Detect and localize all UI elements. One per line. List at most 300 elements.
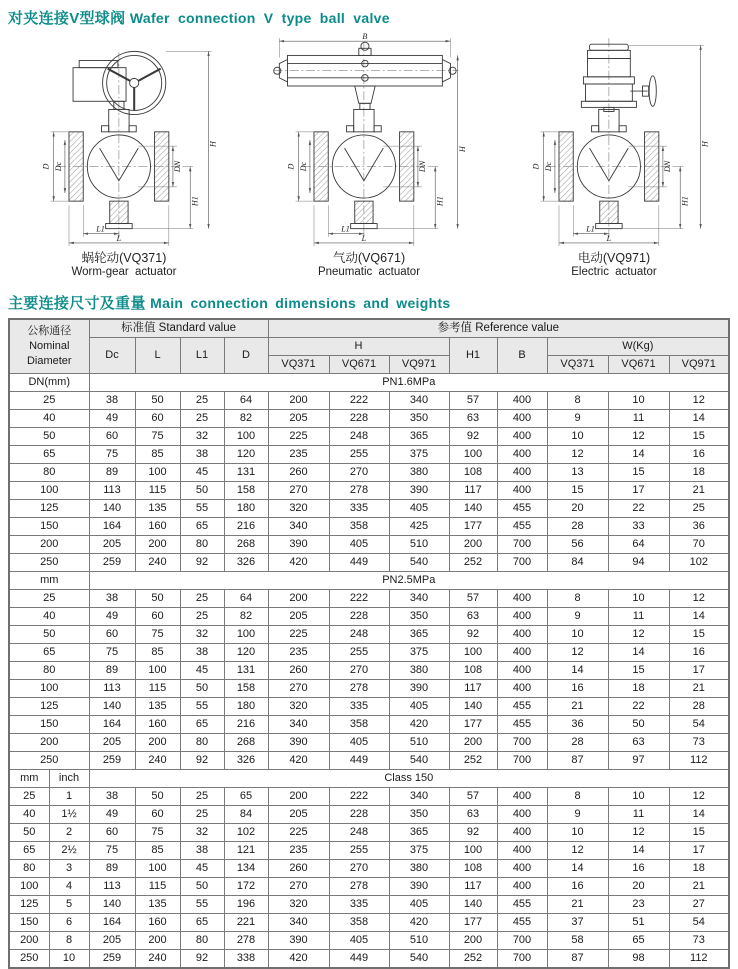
value-cell: 120 — [224, 446, 268, 464]
value-cell: 14 — [669, 806, 729, 824]
value-cell: 320 — [268, 698, 329, 716]
table-row — [9, 608, 729, 626]
value-cell: 255 — [329, 446, 389, 464]
header-nominal-en2: Diameter — [26, 354, 72, 367]
value-cell: 49 — [89, 608, 135, 626]
value-cell: 25 — [180, 608, 224, 626]
value-cell: 140 — [449, 896, 497, 914]
drawing-caption-zh: 气动(VQ671) — [332, 251, 406, 265]
value-cell: 164 — [89, 716, 135, 734]
value-cell: 365 — [389, 824, 449, 842]
value-cell: 205 — [268, 608, 329, 626]
value-cell: 80 — [180, 734, 224, 752]
value-cell: 55 — [180, 500, 224, 518]
value-cell: 16 — [669, 446, 729, 464]
value-cell: 117 — [449, 878, 497, 896]
drawing-pneumatic-actuator — [253, 32, 485, 278]
value-cell: 2½ — [49, 842, 89, 860]
nominal-diameter-cell: 25 — [9, 788, 49, 806]
value-cell: 340 — [268, 716, 329, 734]
value-cell: 120 — [224, 644, 268, 662]
value-cell: 117 — [449, 680, 497, 698]
drawing-caption-zh: 电动(VQ971) — [577, 251, 651, 265]
drawing-caption-zh: 蜗轮动(VQ371) — [81, 251, 167, 265]
value-cell: 89 — [89, 662, 135, 680]
value-cell: 45 — [180, 662, 224, 680]
value-cell: 92 — [180, 950, 224, 969]
value-cell: 100 — [224, 428, 268, 446]
value-cell: 405 — [329, 536, 389, 554]
value-cell: 268 — [224, 734, 268, 752]
value-cell: 11 — [608, 608, 669, 626]
value-cell: 420 — [389, 716, 449, 734]
value-cell: 405 — [329, 734, 389, 752]
table-row — [9, 932, 729, 950]
value-cell: 75 — [89, 446, 135, 464]
header-standard-value: 标准值 Standard value — [89, 319, 268, 338]
value-cell: 135 — [135, 896, 180, 914]
value-cell: 700 — [497, 554, 547, 572]
value-cell: 18 — [669, 860, 729, 878]
value-cell: 449 — [329, 752, 389, 770]
value-cell: 14 — [608, 446, 669, 464]
header-col-h1: H1 — [449, 338, 497, 374]
value-cell: 390 — [268, 734, 329, 752]
page-title-zh: 对夹连接V型球阀 — [8, 10, 126, 27]
value-cell: 225 — [268, 626, 329, 644]
value-cell: 28 — [669, 698, 729, 716]
value-cell: 73 — [669, 932, 729, 950]
value-cell: 8 — [49, 932, 89, 950]
value-cell: 57 — [449, 590, 497, 608]
value-cell: 177 — [449, 518, 497, 536]
value-cell: 50 — [135, 392, 180, 410]
nominal-diameter-cell: 250 — [9, 752, 89, 770]
value-cell: 10 — [608, 392, 669, 410]
value-cell: 38 — [89, 590, 135, 608]
value-cell: 100 — [135, 662, 180, 680]
table-row — [9, 914, 729, 932]
value-cell: 140 — [449, 698, 497, 716]
drawing-caption-en: Pneumatic actuator — [317, 266, 421, 278]
value-cell: 17 — [669, 842, 729, 860]
value-cell: 380 — [389, 662, 449, 680]
value-cell: 113 — [89, 878, 135, 896]
value-cell: 9 — [547, 410, 608, 428]
value-cell: 400 — [497, 842, 547, 860]
value-cell: 75 — [89, 644, 135, 662]
value-cell: 38 — [89, 788, 135, 806]
nominal-diameter-cell: 125 — [9, 698, 89, 716]
value-cell: 12 — [547, 644, 608, 662]
value-cell: 54 — [669, 914, 729, 932]
value-cell: 200 — [268, 590, 329, 608]
value-cell: 10 — [547, 824, 608, 842]
value-cell: 75 — [135, 428, 180, 446]
value-cell: 108 — [449, 464, 497, 482]
value-cell: 180 — [224, 500, 268, 518]
value-cell: 390 — [389, 680, 449, 698]
value-cell: 25 — [180, 590, 224, 608]
nominal-diameter-cell: 200 — [9, 734, 89, 752]
value-cell: 60 — [135, 410, 180, 428]
dim-label-l: L — [361, 233, 367, 243]
value-cell: 54 — [669, 716, 729, 734]
value-cell: 335 — [329, 896, 389, 914]
value-cell: 50 — [135, 590, 180, 608]
nominal-diameter-cell: 150 — [9, 716, 89, 734]
value-cell: 228 — [329, 806, 389, 824]
value-cell: 84 — [547, 554, 608, 572]
value-cell: 540 — [389, 752, 449, 770]
dim-label-h1: H1 — [435, 196, 445, 207]
value-cell: 16 — [669, 644, 729, 662]
value-cell: 21 — [669, 482, 729, 500]
page-title — [8, 7, 730, 28]
value-cell: 117 — [449, 482, 497, 500]
table-row — [9, 842, 729, 860]
value-cell: 420 — [389, 914, 449, 932]
section-unit: mm — [9, 572, 89, 590]
value-cell: 225 — [268, 428, 329, 446]
nominal-diameter-cell: 200 — [9, 932, 49, 950]
value-cell: 14 — [608, 842, 669, 860]
drawing-electric-actuator — [498, 32, 730, 278]
value-cell: 400 — [497, 878, 547, 896]
value-cell: 60 — [89, 626, 135, 644]
value-cell: 375 — [389, 644, 449, 662]
value-cell: 38 — [180, 842, 224, 860]
table-section-title-zh: 主要连接尺寸及重量 — [8, 295, 146, 312]
value-cell: 11 — [608, 806, 669, 824]
value-cell: 405 — [389, 698, 449, 716]
value-cell: 9 — [547, 608, 608, 626]
value-cell: 87 — [547, 752, 608, 770]
value-cell: 225 — [268, 824, 329, 842]
table-row — [9, 896, 729, 914]
drawing-caption-en: Electric actuator — [571, 266, 657, 278]
value-cell: 235 — [268, 842, 329, 860]
value-cell: 15 — [669, 428, 729, 446]
value-cell: 400 — [497, 464, 547, 482]
nominal-diameter-cell: 125 — [9, 896, 49, 914]
value-cell: 235 — [268, 446, 329, 464]
value-cell: 32 — [180, 428, 224, 446]
dimensions-table-body — [9, 374, 729, 969]
value-cell: 160 — [135, 518, 180, 536]
table-row — [9, 752, 729, 770]
header-nominal-diameter — [9, 319, 89, 374]
value-cell: 49 — [89, 410, 135, 428]
value-cell: 100 — [135, 860, 180, 878]
value-cell: 65 — [608, 932, 669, 950]
value-cell: 158 — [224, 482, 268, 500]
value-cell: 400 — [497, 446, 547, 464]
value-cell: 75 — [135, 626, 180, 644]
value-cell: 16 — [547, 680, 608, 698]
value-cell: 92 — [180, 554, 224, 572]
value-cell: 200 — [268, 392, 329, 410]
value-cell: 15 — [547, 482, 608, 500]
header-reference-value: 参考值 Reference value — [268, 319, 729, 338]
table-row — [9, 680, 729, 698]
nominal-diameter-cell: 100 — [9, 878, 49, 896]
value-cell: 10 — [608, 788, 669, 806]
table-row — [9, 824, 729, 842]
value-cell: 14 — [669, 410, 729, 428]
value-cell: 82 — [224, 608, 268, 626]
table-row — [9, 410, 729, 428]
header-nominal-en1: Nominal — [29, 340, 70, 353]
value-cell: 102 — [224, 824, 268, 842]
value-cell: 20 — [608, 878, 669, 896]
value-cell: 100 — [135, 464, 180, 482]
table-row — [9, 446, 729, 464]
value-cell: 375 — [389, 446, 449, 464]
value-cell: 12 — [669, 590, 729, 608]
value-cell: 200 — [135, 536, 180, 554]
value-cell: 420 — [268, 950, 329, 969]
nominal-diameter-cell: 25 — [9, 392, 89, 410]
value-cell: 16 — [608, 860, 669, 878]
value-cell: 113 — [89, 482, 135, 500]
value-cell: 5 — [49, 896, 89, 914]
value-cell: 390 — [389, 482, 449, 500]
value-cell: 2 — [49, 824, 89, 842]
value-cell: 400 — [497, 860, 547, 878]
nominal-diameter-cell: 65 — [9, 644, 89, 662]
value-cell: 268 — [224, 536, 268, 554]
value-cell: 380 — [389, 464, 449, 482]
value-cell: 455 — [497, 500, 547, 518]
nominal-diameter-cell: 80 — [9, 860, 49, 878]
value-cell: 222 — [329, 788, 389, 806]
value-cell: 15 — [608, 464, 669, 482]
value-cell: 200 — [449, 734, 497, 752]
value-cell: 63 — [449, 410, 497, 428]
value-cell: 25 — [669, 500, 729, 518]
value-cell: 255 — [329, 644, 389, 662]
value-cell: 15 — [608, 662, 669, 680]
value-cell: 65 — [224, 788, 268, 806]
drawing-caption-en: Worm-gear actuator — [71, 266, 177, 278]
value-cell: 326 — [224, 554, 268, 572]
pneumatic-valve-diagram — [253, 32, 485, 248]
value-cell: 335 — [329, 500, 389, 518]
value-cell: 390 — [389, 878, 449, 896]
value-cell: 36 — [547, 716, 608, 734]
section-header-row — [9, 572, 729, 590]
value-cell: 455 — [497, 518, 547, 536]
value-cell: 12 — [547, 446, 608, 464]
value-cell: 25 — [180, 392, 224, 410]
value-cell: 216 — [224, 716, 268, 734]
table-row — [9, 860, 729, 878]
value-cell: 400 — [497, 590, 547, 608]
value-cell: 10 — [608, 590, 669, 608]
nominal-diameter-cell: 100 — [9, 482, 89, 500]
value-cell: 200 — [449, 932, 497, 950]
value-cell: 38 — [180, 446, 224, 464]
value-cell: 108 — [449, 662, 497, 680]
value-cell: 112 — [669, 950, 729, 969]
value-cell: 45 — [180, 860, 224, 878]
value-cell: 60 — [135, 608, 180, 626]
value-cell: 13 — [547, 464, 608, 482]
value-cell: 65 — [180, 716, 224, 734]
value-cell: 455 — [497, 914, 547, 932]
table-row — [9, 536, 729, 554]
table-row — [9, 806, 729, 824]
value-cell: 85 — [135, 446, 180, 464]
value-cell: 350 — [389, 410, 449, 428]
value-cell: 196 — [224, 896, 268, 914]
value-cell: 65 — [180, 518, 224, 536]
nominal-diameter-cell: 200 — [9, 536, 89, 554]
value-cell: 121 — [224, 842, 268, 860]
value-cell: 64 — [224, 392, 268, 410]
value-cell: 700 — [497, 734, 547, 752]
value-cell: 252 — [449, 554, 497, 572]
dim-label-dn: DN — [418, 160, 428, 173]
value-cell: 14 — [669, 608, 729, 626]
value-cell: 56 — [547, 536, 608, 554]
dim-label-l: L — [116, 233, 122, 243]
value-cell: 15 — [669, 626, 729, 644]
value-cell: 358 — [329, 518, 389, 536]
value-cell: 63 — [608, 734, 669, 752]
value-cell: 37 — [547, 914, 608, 932]
header-col-d: D — [224, 338, 268, 374]
nominal-diameter-cell: 50 — [9, 428, 89, 446]
value-cell: 400 — [497, 428, 547, 446]
value-cell: 358 — [329, 716, 389, 734]
value-cell: 405 — [329, 932, 389, 950]
value-cell: 63 — [449, 608, 497, 626]
value-cell: 17 — [608, 482, 669, 500]
value-cell: 400 — [497, 680, 547, 698]
value-cell: 65 — [180, 914, 224, 932]
value-cell: 228 — [329, 608, 389, 626]
value-cell: 177 — [449, 716, 497, 734]
value-cell: 278 — [329, 878, 389, 896]
value-cell: 22 — [608, 500, 669, 518]
value-cell: 55 — [180, 896, 224, 914]
value-cell: 11 — [608, 410, 669, 428]
value-cell: 1 — [49, 788, 89, 806]
value-cell: 270 — [329, 860, 389, 878]
nominal-diameter-cell: 65 — [9, 446, 89, 464]
header-col-dc: Dc — [89, 338, 135, 374]
value-cell: 252 — [449, 752, 497, 770]
dim-label-l: L — [606, 233, 612, 243]
table-row — [9, 590, 729, 608]
value-cell: 320 — [268, 896, 329, 914]
value-cell: 115 — [135, 878, 180, 896]
nominal-diameter-cell: 25 — [9, 590, 89, 608]
value-cell: 112 — [669, 752, 729, 770]
value-cell: 100 — [449, 842, 497, 860]
value-cell: 340 — [268, 914, 329, 932]
value-cell: 92 — [449, 626, 497, 644]
value-cell: 32 — [180, 626, 224, 644]
value-cell: 222 — [329, 392, 389, 410]
value-cell: 240 — [135, 554, 180, 572]
value-cell: 340 — [389, 788, 449, 806]
value-cell: 23 — [608, 896, 669, 914]
value-cell: 38 — [180, 644, 224, 662]
value-cell: 200 — [268, 788, 329, 806]
value-cell: 449 — [329, 950, 389, 969]
value-cell: 365 — [389, 626, 449, 644]
table-row — [9, 644, 729, 662]
value-cell: 375 — [389, 842, 449, 860]
table-head — [9, 319, 729, 374]
nominal-diameter-cell: 50 — [9, 626, 89, 644]
value-cell: 449 — [329, 554, 389, 572]
header-w-vq371: VQ371 — [547, 356, 608, 374]
value-cell: 248 — [329, 824, 389, 842]
value-cell: 140 — [89, 698, 135, 716]
table-row — [9, 788, 729, 806]
value-cell: 20 — [547, 500, 608, 518]
value-cell: 100 — [449, 446, 497, 464]
header-nominal-zh: 公称通径 — [27, 325, 72, 338]
table-section-title — [8, 292, 730, 313]
value-cell: 12 — [669, 392, 729, 410]
dim-label-dn: DN — [663, 160, 673, 173]
value-cell: 4 — [49, 878, 89, 896]
nominal-diameter-cell: 150 — [9, 914, 49, 932]
value-cell: 270 — [329, 464, 389, 482]
value-cell: 350 — [389, 806, 449, 824]
value-cell: 15 — [669, 824, 729, 842]
nominal-diameter-cell: 80 — [9, 464, 89, 482]
value-cell: 340 — [268, 518, 329, 536]
value-cell: 115 — [135, 482, 180, 500]
value-cell: 25 — [180, 788, 224, 806]
value-cell: 400 — [497, 410, 547, 428]
value-cell: 335 — [329, 698, 389, 716]
value-cell: 177 — [449, 914, 497, 932]
value-cell: 6 — [49, 914, 89, 932]
value-cell: 25 — [180, 806, 224, 824]
header-w-vq671: VQ671 — [608, 356, 669, 374]
value-cell: 400 — [497, 392, 547, 410]
table-section-title-en: Main connection dimensions and weights — [150, 295, 451, 311]
value-cell: 200 — [135, 734, 180, 752]
nominal-diameter-cell: 250 — [9, 950, 49, 969]
value-cell: 60 — [89, 824, 135, 842]
value-cell: 49 — [89, 806, 135, 824]
value-cell: 1½ — [49, 806, 89, 824]
table-row — [9, 626, 729, 644]
value-cell: 425 — [389, 518, 449, 536]
dim-label-l1: L1 — [96, 224, 105, 234]
dim-label-b: B — [362, 32, 368, 42]
value-cell: 21 — [547, 896, 608, 914]
table-row — [9, 464, 729, 482]
dim-label-d: D — [531, 163, 541, 170]
value-cell: 700 — [497, 536, 547, 554]
section-pressure-class: Class 150 — [89, 770, 729, 788]
value-cell: 12 — [608, 626, 669, 644]
value-cell: 38 — [89, 392, 135, 410]
table-row — [9, 662, 729, 680]
table-row — [9, 734, 729, 752]
value-cell: 340 — [389, 590, 449, 608]
value-cell: 420 — [268, 752, 329, 770]
